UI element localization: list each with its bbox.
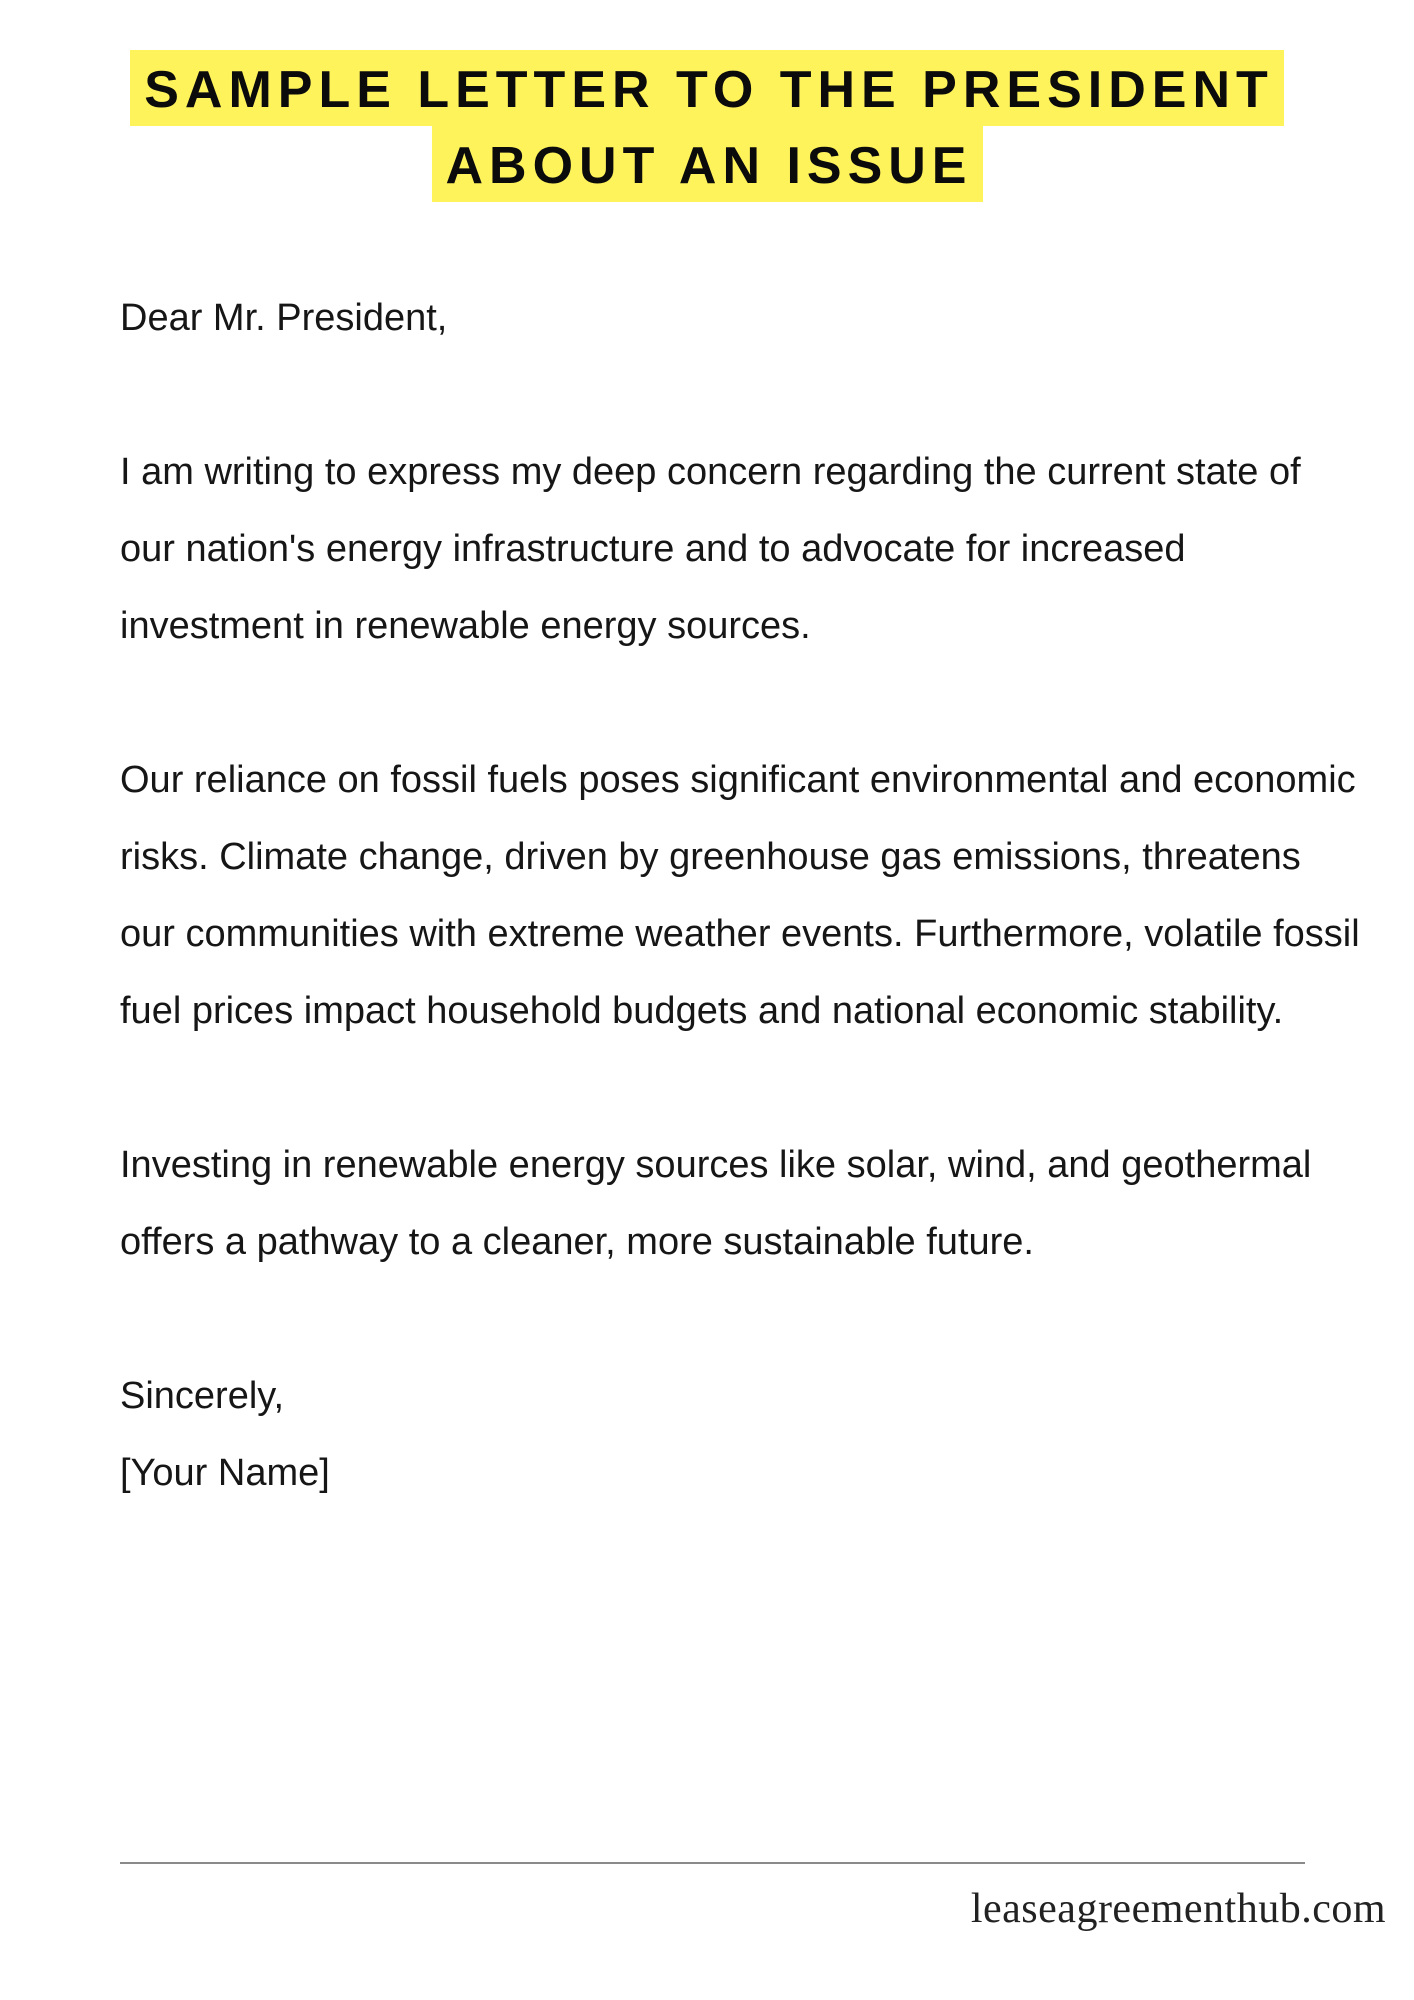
footer-site-name: leaseagreementhub.com	[970, 1886, 1386, 1932]
footer-divider	[120, 1862, 1305, 1864]
paragraph-1: I am writing to express my deep concern regarding the current state of our nation's energy infrastructure and to advocate for increased investment in renewable energy sources.	[120, 451, 1301, 647]
document-title	[0, 50, 1414, 202]
paragraph-3: Investing in renewable energy sources like solar, wind, and geothermal offers a pathway to a cleaner, more sustainable future.	[120, 1144, 1312, 1263]
signature: [Your Name]	[120, 1452, 330, 1494]
paragraph-2: Our reliance on fossil fuels poses significant environmental and economic risks. Climate change, driven by greenhouse gas emissions, threatens our communities with extreme weather events. Furthermore, volatile fossil fuel prices impact household budgets and national economic stability.	[120, 759, 1360, 1032]
salutation: Dear Mr. President,	[120, 297, 448, 339]
closing: Sincerely,	[120, 1375, 285, 1417]
letter-body	[120, 280, 1360, 1512]
title-line-1: SAMPLE LETTER TO THE PRESIDENT	[130, 50, 1284, 126]
title-line-2: ABOUT AN ISSUE	[432, 126, 983, 202]
